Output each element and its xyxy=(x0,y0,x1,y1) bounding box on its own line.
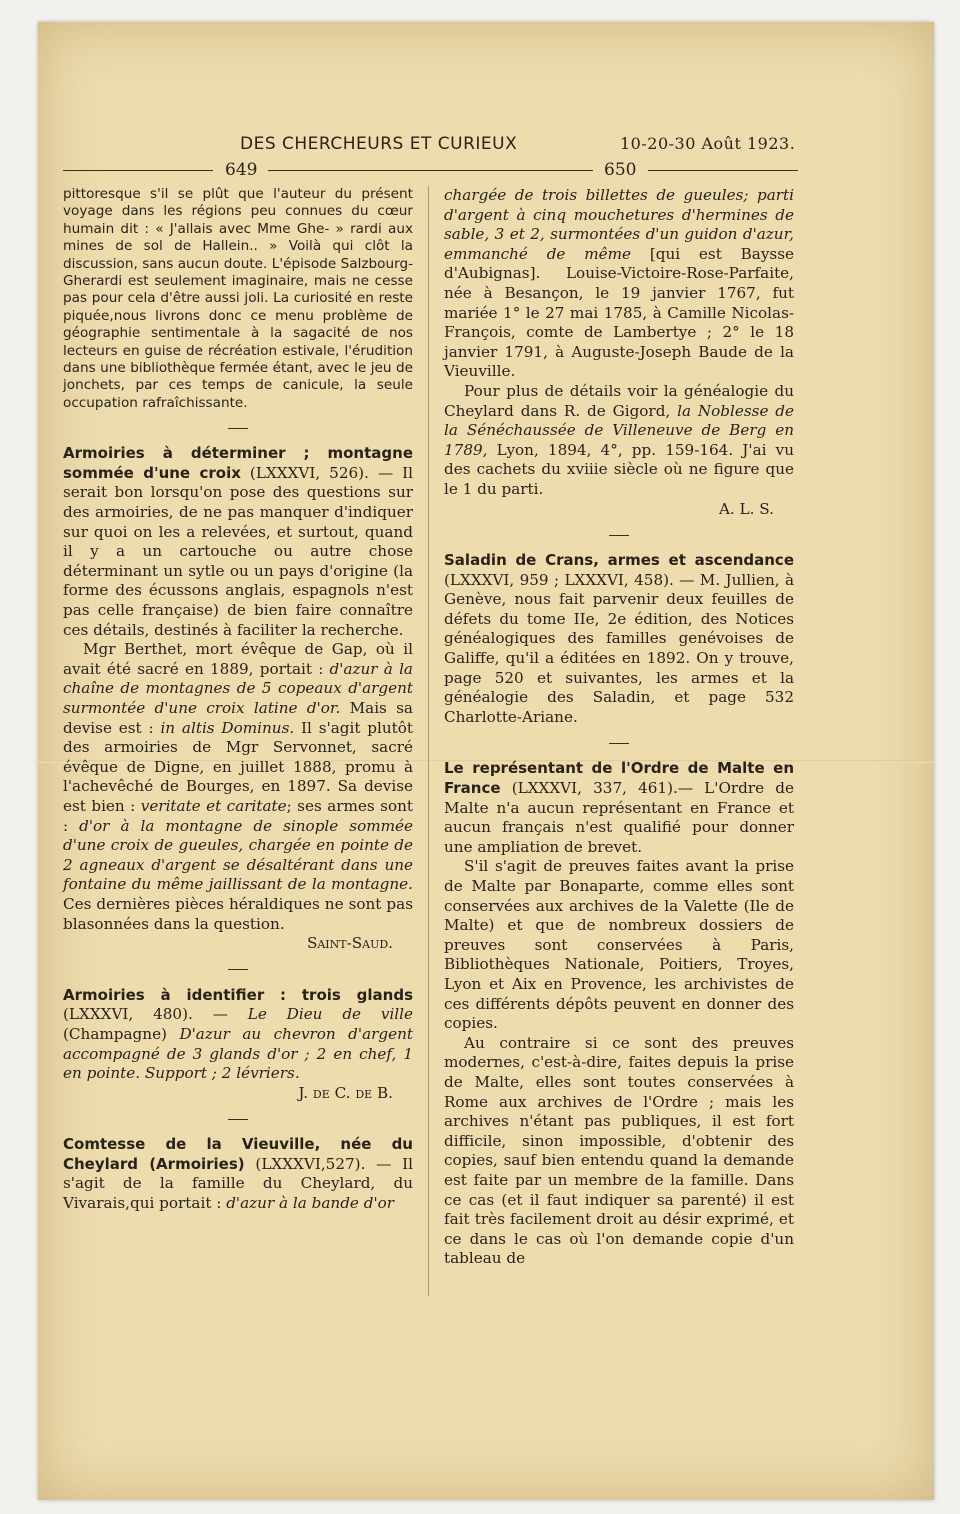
section-separator xyxy=(444,733,794,747)
article-continuation xyxy=(444,186,794,382)
article-title: Armoiries à déterminer ; montagne sommée d'une croix xyxy=(63,444,413,482)
article-paragraph xyxy=(444,382,794,500)
motto-text: in altis Dominus. xyxy=(153,718,295,737)
left-column xyxy=(63,186,413,1214)
right-column xyxy=(444,186,794,1269)
article-title: Armoiries à identifier : trois glands xyxy=(63,985,413,1004)
article-ref: (LXXXVI, 480). xyxy=(63,1005,193,1024)
book-title: la Noblesse de la Sénéchaussée de Villeneuve de Berg en 1789, xyxy=(444,401,794,459)
text-span: Pour plus de détails voir la généalogie du Cheylard dans R. de Gigord, xyxy=(444,381,794,420)
text-span: Mgr Berthet, mort évêque de Gap, où il avait été sacré en 1889, portait : xyxy=(63,640,413,678)
signature: Saint-Saud. xyxy=(306,934,393,953)
article-title: Comtesse de la Vieuville, née du Cheylard (Armoiries) xyxy=(63,1135,413,1173)
text-span: Il s'agit plutôt des armoiries de Mgr Servonnet, sacré évêque de Digne, en juillet 1888, promu à l'achevêché de Bourges, en 1897. Sa devise est bien : xyxy=(63,718,413,815)
article-paragraph: Au contraire si ce sont des preuves modernes, c'est-à-dire, faites depuis la prise de Malte, elles sont toutes conservées à Rome aux archives de l'Ordre ; mais les archives n'étant pas publiques, il est fort difficile, sinon impossible, d'obtenir des copies, sauf bien entendu quand la demande est faite par un membre de la famille. Dans ce cas (et il faut indiquer sa parenté) il est fait très facilement droit au désir exprimé, et ce dans le cas où l'on demande copie d'un tableau de xyxy=(444,1033,794,1268)
issue-date: 10-20-30 Août 1923. xyxy=(620,134,796,153)
text-span: ; ses armes sont : xyxy=(63,796,413,835)
section-separator xyxy=(63,418,413,432)
signature: J. de C. de B. xyxy=(298,1083,393,1102)
section-separator xyxy=(63,1109,413,1123)
blazon-text: d'or à la montagne de sinople sommée d'une croix de gueules, chargée en pointe de 2 agneaux d'argent se désaltérant dans une fontaine du même jaillissant de la montagne. xyxy=(63,816,413,894)
text-span: Ces dernières pièces héraldiques ne sont pas blasonnées dans la question. xyxy=(63,894,413,933)
text-span: — xyxy=(192,1005,228,1024)
text-span: — Il s'agit de la famille du Cheylard, du Vivarais,qui portait : xyxy=(63,1154,413,1213)
article-paragraph: S'il s'agit de preuves faites avant la prise de Malte par Bonaparte, comme elles sont conservées aux archives de la Valette (Ile de Malte) et que de nombreux dossiers de preuves sont conservées à Paris, Bibliothèques Nationale, Poitiers, Troyes, Lyon et Aix en Provence, les archivistes de ces différents dépôts peuvent en donner des copies. xyxy=(444,857,794,1033)
article-ref: (LXXXVI, 337, 461). xyxy=(500,779,678,798)
text-span: [qui est Baysse d'Aubignas]. Louise-Victoire-Rose-Parfaite, née à Besançon, le 19 janvier 1767, fut mariée 1° le 27 mai 1785, à Camille Nicolas-François, comte de Lambertye ; 2° le 18 janvier 1791, à Auguste-Joseph Baude de la Vieuville. xyxy=(444,244,794,381)
section-separator xyxy=(444,525,794,539)
column-divider xyxy=(428,186,429,1296)
rule-line xyxy=(268,170,593,171)
article-ref: (LXXXVI,527). xyxy=(244,1154,366,1173)
text-span: Mais sa devise est : xyxy=(63,699,413,737)
blazon-text: D'azur au chevron d'argent accompagné de 3 glands d'or ; 2 en chef, 1 en pointe. Support ; 2 lévriers. xyxy=(63,1024,413,1083)
text-span: — M. Jullien, à Genève, nous fait parvenir deux feuilles de défets du tome IIe, 2e édition, des Notices généalogiques des familles genévoises de Galiffe, qu'il a éditées en 1892. On y trouve, page 520 et suivantes, les armes et la généalogie des Saladin, et page 532 Charlotte-Ariane. xyxy=(444,570,794,726)
motto-text: veritate et caritate xyxy=(135,796,287,815)
running-header xyxy=(240,134,800,156)
journal-title: DES CHERCHEURS ET CURIEUX xyxy=(240,134,518,154)
blazon-text: d'azur à la bande d'or xyxy=(221,1194,395,1213)
article-paragraph xyxy=(63,640,413,934)
text-span: (Champagne) xyxy=(63,1024,167,1043)
page-number-right: 650 xyxy=(604,160,637,180)
text-span: — L'Ordre de Malte n'a aucun représentant en France et aucun français n'est qualifié pour donner une ampliation de brevet. xyxy=(444,779,794,856)
text-span: Lyon, 1894, 4°, pp. 159-164. J'ai vu des cachets du xviiie siècle où ne figure que le 1 du parti. xyxy=(444,440,794,498)
page-number-rule xyxy=(63,160,803,180)
section-separator xyxy=(63,960,413,974)
place-name: Le Dieu de ville xyxy=(227,1005,414,1024)
article-text: — Il serait bon lorsqu'on pose des questions sur des armoiries, de ne pas manquer d'indiquer sur quoi on les a relevées, et surtout, quand il y a un cartouche ou autre chose déterminant un sytle ou un pays d'origine (la forme des écussons anglais, espagnols n'est pas celle française) de bien faire connaître ces détails, destinés à faciliter la recherche. xyxy=(63,463,414,639)
blazon-text: chargée de trois billettes de gueules; parti d'argent à cinq mouchetures d'hermines de sable, 3 et 2, surmontées d'un guidon d'azur, emmanché de même xyxy=(444,186,794,263)
article-title: Le représentant de l'Ordre de Malte en France xyxy=(444,759,794,798)
blazon-text: d'azur à la chaîne de montagnes de 5 copeaux d'argent surmontée d'une croix latine d'or. xyxy=(63,659,413,717)
rule-line xyxy=(63,170,213,171)
article-ref: (LXXXVI, 959 ; LXXXVI, 458). xyxy=(444,570,674,589)
signature: A. L. S. xyxy=(718,499,774,518)
rule-line xyxy=(648,170,798,171)
intro-paragraph: pittoresque s'il se plût que l'auteur du présent voyage dans les régions peu connues du cœur humain dit : « J'allais avec Mme Ghe- » rardi aux mines de sol de Hallein.. » Voilà qui clôt la discussion, sans aucun doute. L'épisode Salzbourg-Gherardi est seulement imaginaire, mais ne cesse pas pour cela d'être aussi joli. La curiosité en reste piquée,nous livrons donc ce menu problème de géographie sentimentale à la sagacité de nos lecteurs en guise de récréation estivale, l'érudition dans une bibliothèque fermée étant, avec le jeu de jonchets, par ces temps de canicule, la seule occupation rafraîchissante. xyxy=(63,186,413,411)
page-number-left: 649 xyxy=(225,160,258,180)
article-title: Saladin de Crans, armes et ascendance xyxy=(444,551,794,570)
article-ref: (LXXXVI, 526). xyxy=(240,463,369,482)
